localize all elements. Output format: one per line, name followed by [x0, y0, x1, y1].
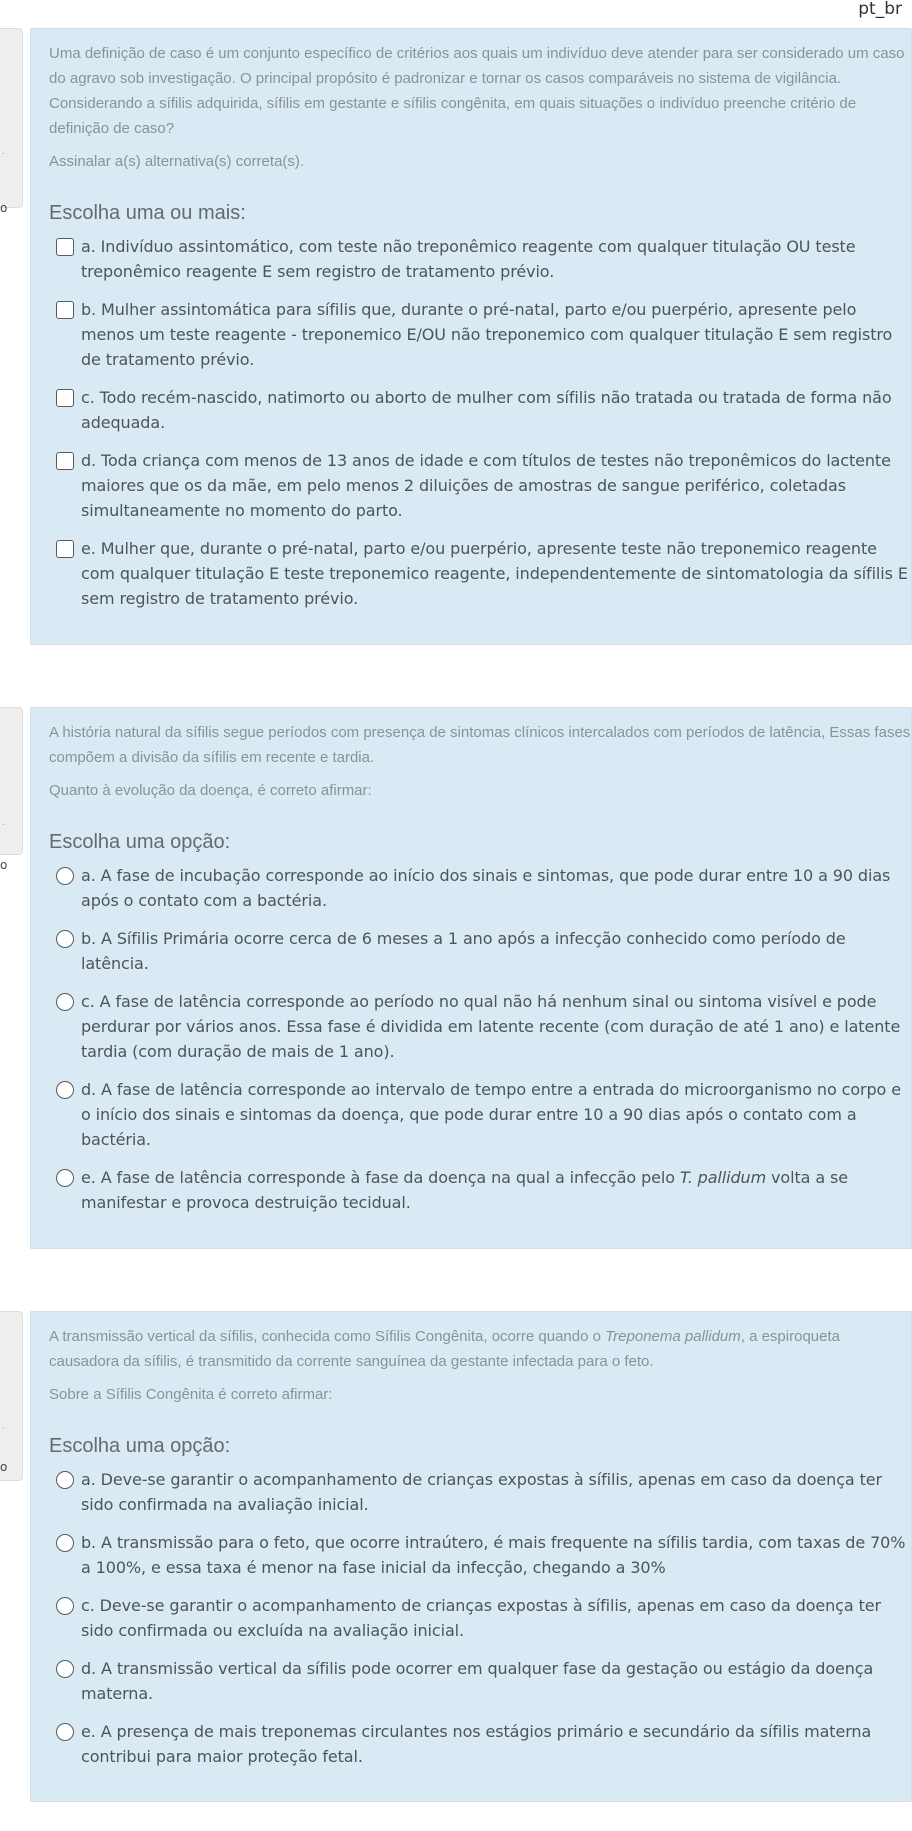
option-radio[interactable] [56, 867, 74, 885]
answer-options [49, 1467, 911, 1769]
option-d[interactable] [49, 1077, 911, 1152]
answer-prompt: Escolha uma opção: [49, 1435, 231, 1457]
question-info-tab [0, 707, 23, 872]
option-label: b. Mulher assintomática para sífilis que, durante o pré-natal, parto e/ou puerpério, apresente pelo menos um teste reagente - treponemico E/OU não treponemico com qualquer titulação E sem registro de tratamento prévio. [81, 300, 893, 369]
option-radio[interactable] [56, 930, 74, 948]
option-label: d. Toda criança com menos de 13 anos de idade e com títulos de testes não treponêmicos do lactente maiores que os da mãe, em pelo menos 2 diluições de amostras de sangue periférico, coletadas simultaneamente no momento do parto. [81, 451, 891, 520]
question-intro: A transmissão vertical da sífilis, conhecida como Sífilis Congênita, ocorre quando o Treponema pallidum, a espiroqueta causadora da sífilis, é transmitido da corrente sanguínea da gestante infectada para o feto. [49, 1328, 840, 1370]
option-label: a. Deve-se garantir o acompanhamento de crianças expostas à sífilis, apenas em caso da doença ter sido confirmada na avaliação inicial. [81, 1470, 882, 1514]
option-d[interactable] [49, 1656, 911, 1706]
option-checkbox[interactable] [56, 540, 74, 558]
option-b[interactable] [49, 297, 911, 372]
question-intro: Uma definição de caso é um conjunto específico de critérios aos quais um indivíduo deve atender para ser considerado um caso do agravo sob investigação. O principal propósito é padronizar e tornar os casos comparáveis no sistema de vigilância. Considerando a sífilis adquirida, sífilis em gestante e sífilis congênita, em quais situações o indivíduo preenche critério de definição de caso? [49, 45, 905, 137]
language-indicator[interactable]: pt_br [858, 0, 902, 19]
option-radio[interactable] [56, 1081, 74, 1099]
option-e[interactable] [49, 536, 911, 611]
option-label: d. A fase de latência corresponde ao intervalo de tempo entre a entrada do microorganismo no corpo e o início dos sinais e sintomas da doença, que pode durar entre 10 a 90 dias após o contato com a bactéria. [81, 1080, 901, 1149]
option-radio[interactable] [56, 1471, 74, 1489]
question-3 [30, 1311, 912, 1802]
option-label: c. Deve-se garantir o acompanhamento de crianças expostas à sífilis, apenas em caso da doença ter sido confirmada ou excluída na avaliação inicial. [81, 1596, 881, 1640]
question-text [49, 708, 911, 803]
question-info-tab [0, 1311, 23, 1481]
option-a[interactable] [49, 1467, 911, 1517]
option-label: c. A fase de latência corresponde ao período no qual não há nenhum sinal ou sintoma visível e pode perdurar por vários anos. Essa fase é dividida em latente recente (com duração de até 1 ano) e latente tardia (com duração de mais de 1 ano). [81, 992, 901, 1061]
answer-prompt: Escolha uma ou mais: [49, 202, 246, 224]
tab-mark: o [0, 858, 8, 872]
option-b[interactable] [49, 926, 911, 976]
option-label: c. Todo recém-nascido, natimorto ou aborto de mulher com sífilis não tratada ou tratada de forma não adequada. [81, 388, 892, 432]
option-radio[interactable] [56, 1723, 74, 1741]
answer-options [49, 234, 911, 611]
option-a[interactable] [49, 863, 911, 913]
question-instruction: Sobre a Sífilis Congênita é correto afirmar: [49, 1386, 333, 1403]
option-label: a. A fase de incubação corresponde ao início dos sinais e sintomas, que pode durar entre 10 a 90 dias após o contato com a bactéria. [81, 866, 891, 910]
organism-name: Treponema pallidum [605, 1328, 741, 1345]
option-d[interactable] [49, 448, 911, 523]
answer-options [49, 863, 911, 1215]
question-instruction: Assinalar a(s) alternativa(s) correta(s). [49, 153, 305, 170]
option-e[interactable] [49, 1165, 911, 1215]
option-checkbox[interactable] [56, 238, 74, 256]
option-c[interactable] [49, 385, 911, 435]
option-radio[interactable] [56, 1660, 74, 1678]
option-label: e. A fase de latência corresponde à fase da doença na qual a infecção pelo T. pallidum volta a se manifestar e provoca destruição tecidual. [81, 1168, 848, 1212]
question-1 [30, 28, 912, 645]
option-c[interactable] [49, 1593, 911, 1643]
option-checkbox[interactable] [56, 301, 74, 319]
option-checkbox[interactable] [56, 452, 74, 470]
option-label: d. A transmissão vertical da sífilis pode ocorrer em qualquer fase da gestação ou estágio da doença materna. [81, 1659, 874, 1703]
option-label: a. Indivíduo assintomático, com teste não treponêmico reagente com qualquer titulação OU teste treponêmico reagente E sem registro de tratamento prévio. [81, 237, 856, 281]
option-label: b. A transmissão para o feto, que ocorre intraútero, é mais frequente na sífilis tardia, com taxas de 70% a 100%, e essa taxa é menor na fase inicial da infecção, chegando a 30% [81, 1533, 906, 1577]
tab-dot: . [2, 1422, 5, 1432]
question-text [49, 29, 911, 174]
answer-prompt: Escolha uma opção: [49, 831, 231, 853]
tab-mark: o [0, 201, 8, 215]
question-info-tab [0, 28, 23, 215]
question-intro: A história natural da sífilis segue períodos com presença de sintomas clínicos intercalados com períodos de latência, Essas fases compõem a divisão da sífilis em recente e tardia. [49, 724, 911, 766]
option-radio[interactable] [56, 1169, 74, 1187]
question-2 [30, 707, 912, 1249]
tab-mark: o [0, 1460, 8, 1474]
option-b[interactable] [49, 1530, 911, 1580]
tab-dot: . [2, 147, 5, 157]
option-e[interactable] [49, 1719, 911, 1769]
question-instruction: Quanto à evolução da doença, é correto afirmar: [49, 782, 372, 799]
option-a[interactable] [49, 234, 911, 284]
organism-name: T. pallidum [679, 1168, 767, 1187]
question-text [49, 1312, 911, 1407]
option-label: b. A Sífilis Primária ocorre cerca de 6 meses a 1 ano após a infecção conhecido como período de latência. [81, 929, 846, 973]
option-label: e. A presença de mais treponemas circulantes nos estágios primário e secundário da sífilis materna contribui para maior proteção fetal. [81, 1722, 872, 1766]
tab-dot: . [2, 818, 5, 828]
option-radio[interactable] [56, 1534, 74, 1552]
option-checkbox[interactable] [56, 389, 74, 407]
option-label: e. Mulher que, durante o pré-natal, parto e/ou puerpério, apresente teste não treponemico reagente com qualquer titulação E teste treponemico reagente, independentemente de sintomatologia da sífilis E sem registro de tratamento prévio. [81, 539, 908, 608]
option-radio[interactable] [56, 993, 74, 1011]
option-radio[interactable] [56, 1597, 74, 1615]
option-c[interactable] [49, 989, 911, 1064]
